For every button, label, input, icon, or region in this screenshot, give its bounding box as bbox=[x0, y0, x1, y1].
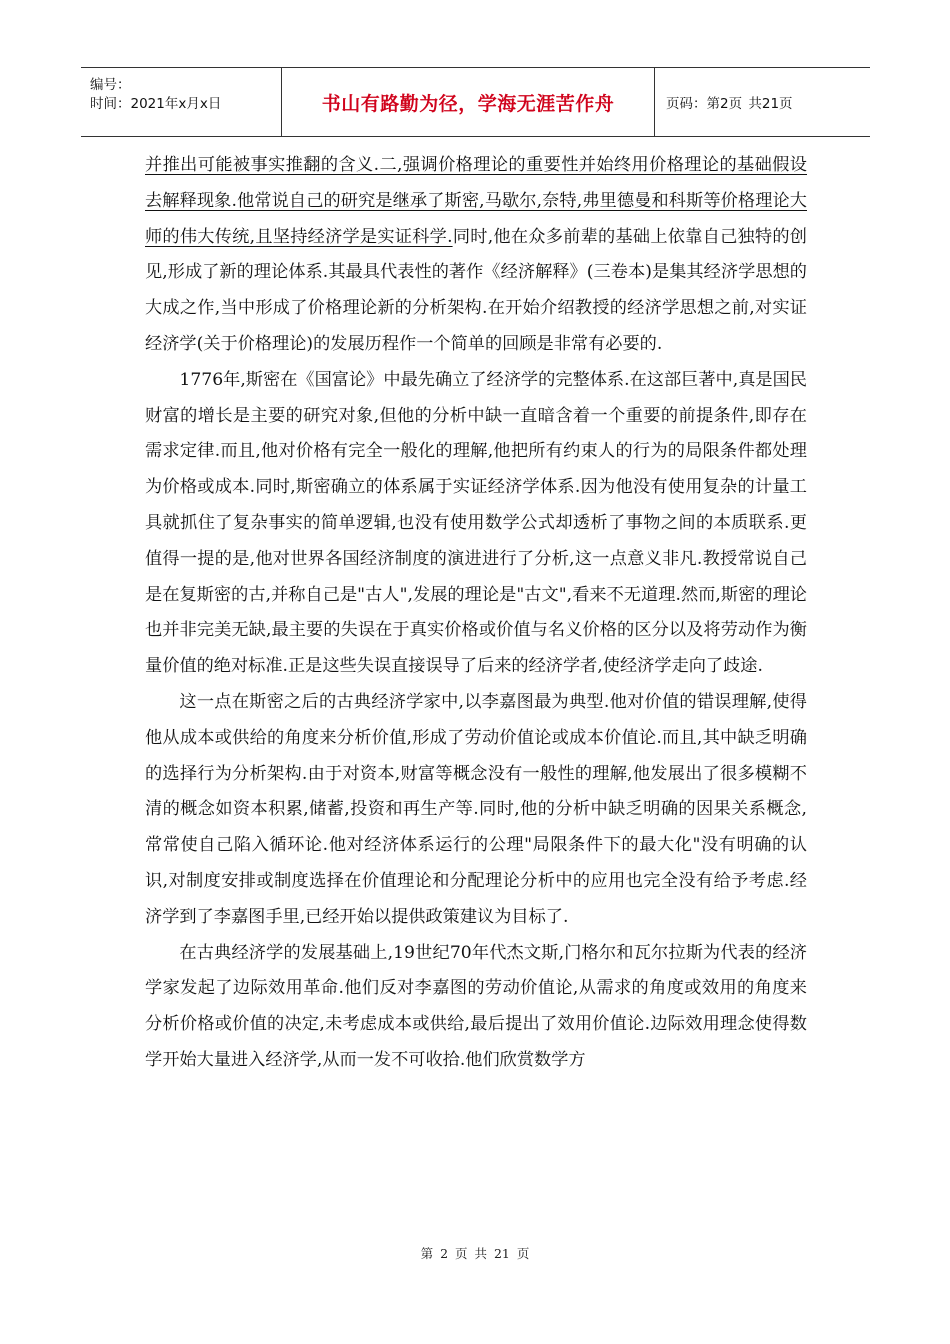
paragraph-text: 同时,他在众多前辈的基础上依靠自己独特的创见,形成了新的理论体系.其最具代表性的著作《经济解释》(三卷本)是集其经济学思想的大成之作,当中形成了价格理论新的分析架构.在开始介绍教授的经济学思想之前,对实证经济学(关于价格理论)的发展历程作一个简单的回顾是非常有必要的. bbox=[145, 226, 807, 354]
paragraph: 这一点在斯密之后的古典经济学家中,以李嘉图最为典型.他对价值的错误理解,使得他从成本或供给的角度来分析价值,形成了劳动价值论或成本价值论.而且,其中缺乏明确的选择行为分析架构.由于对资本,财富等概念没有一般性的理解,他发展出了很多模糊不清的概念如资本积累,储蓄,投资和再生产等.同时,他的分析中缺乏明确的因果关系概念,常常使自己陷入循环论.他对经济体系运行的公理"局限条件下的最大化"没有明确的认识,对制度安排或制度选择在价值理论和分配理论分析中的应用也完全没有给予考虑.经济学到了李嘉图手里,已经开始以提供政策建议为目标了. bbox=[145, 691, 807, 927]
page-footer: 第 2 页 共 21 页 bbox=[420, 1246, 530, 1261]
header-motto: 书山有路勤为径，学海无涯苦作舟 bbox=[282, 68, 655, 136]
paragraph: 在古典经济学的发展基础上,19世纪70年代杰文斯,门格尔和瓦尔拉斯为代表的经济学家发起了边际效用革命.他们反对李嘉图的劳动价值论,从需求的角度或效用的角度来分析价格或价值的决定,未考虑成本或供给,最后提出了效用价值论.边际效用理念使得数学开始大量进入经济学,从而一发不可收拾.他们欣赏数学方 bbox=[145, 942, 807, 1070]
header-meta-cell bbox=[81, 68, 282, 136]
header-page-number: 页码：第2页 共21页 bbox=[666, 96, 793, 112]
document-time-label: 时间：2021年x月x日 bbox=[90, 96, 222, 112]
paragraph: 1776年,斯密在《国富论》中最先确立了经济学的完整体系.在这部巨著中,真是国民财富的增长是主要的研究对象,但他的分析中缺一直暗含着一个重要的前提条件,即存在需求定律.而且,他对价格有完全一般化的理解,他把所有约束人的行为的局限条件都处理为价格或成本.同时,斯密确立的体系属于实证经济学体系.因为他没有使用复杂的计量工具就抓住了复杂事实的简单逻辑,也没有使用数学公式却透析了事物之间的本质联系.更值得一提的是,他对世界各国经济制度的演进进行了分析,这一点意义非凡.教授常说自己是在复斯密的古,并称自己是"古人",发展的理论是"古文",看来不无道理.然而,斯密的理论也并非完美无缺,最主要的失误在于真实价格或价值与名义价格的区分以及将劳动作为衡量价值的绝对标准.正是这些失误直接误导了后来的经济学者,使经济学走向了歧途. bbox=[145, 369, 807, 677]
document-number-label: 编号： bbox=[90, 77, 131, 93]
document-header bbox=[81, 67, 870, 137]
underlined-text: 并推出可能被事实推翻的含义.二,强调价格理论的重要性并始终用价格理论的基础假设去解释现象.他常说自己的研究是继承了斯密,马歇尔,奈特,弗里德曼和科斯等价格理论大师的伟大传统,且坚持经济学是实证科学. bbox=[145, 155, 807, 247]
paragraph bbox=[145, 148, 807, 363]
document-body bbox=[145, 148, 807, 1079]
